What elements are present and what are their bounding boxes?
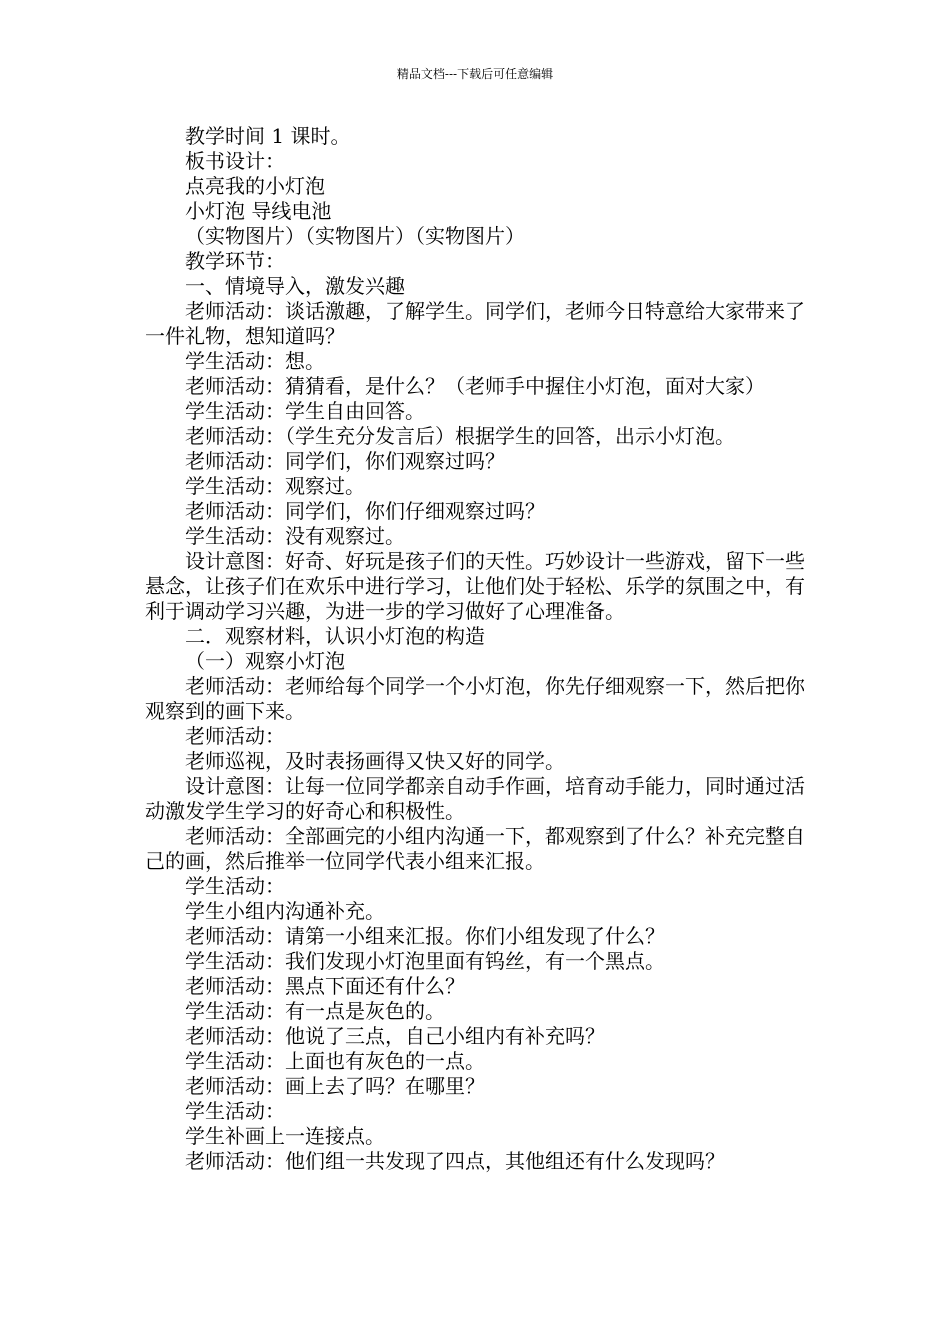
paragraph: 老师活动：他说了三点，自己小组内有补充吗？: [185, 1024, 605, 1048]
paragraph: 老师活动：猜猜看，是什么？（老师手中握住小灯泡，面对大家）: [185, 374, 765, 398]
paragraph: 教学时间 1 课时。: [185, 124, 351, 148]
paragraph: 设计意图：让每一位同学都亲自动手作画，培育动手能力，同时通过活动激发学生学习的好奇心和积极性。: [145, 774, 805, 823]
paragraph: 小灯泡 导线电池: [185, 199, 332, 223]
paragraph: 板书设计：: [185, 149, 285, 173]
paragraph: 学生活动：想。: [185, 349, 325, 373]
paragraph: 老师活动：（学生充分发言后）根据学生的回答，出示小灯泡。: [185, 424, 735, 448]
paragraph: 学生补画上一连接点。: [185, 1124, 385, 1148]
paragraph: 学生活动：观察过。: [185, 474, 365, 498]
paragraph: 学生活动：我们发现小灯泡里面有钨丝，有一个黑点。: [185, 949, 665, 973]
paragraph: 老师活动：全部画完的小组内沟通一下，都观察到了什么？补充完整自己的画，然后推举一位同学代表小组来汇报。: [145, 824, 805, 873]
paragraph: （实物图片）（实物图片）（实物图片）: [185, 224, 525, 248]
paragraph: 老师活动：画上去了吗？在哪里？: [185, 1074, 485, 1098]
paragraph: 老师活动：他们组一共发现了四点，其他组还有什么发现吗？: [185, 1149, 725, 1173]
paragraph: 老师巡视，及时表扬画得又快又好的同学。: [185, 749, 565, 773]
paragraph: 老师活动：同学们，你们观察过吗？: [185, 449, 505, 473]
paragraph: 老师活动：: [185, 724, 285, 748]
paragraph: 学生活动：学生自由回答。: [185, 399, 425, 423]
paragraph: 学生活动：: [185, 874, 285, 898]
paragraph: 学生活动：: [185, 1099, 285, 1123]
paragraph: 老师活动：谈话激趣，了解学生。同学们，老师今日特意给大家带来了一件礼物，想知道吗？: [145, 299, 805, 348]
paragraph: 老师活动：老师给每个同学一个小灯泡，你先仔细观察一下，然后把你观察到的画下来。: [145, 674, 805, 723]
paragraph: 学生活动：上面也有灰色的一点。: [185, 1049, 485, 1073]
paragraph: 老师活动：黑点下面还有什么？: [185, 974, 465, 998]
subsection-heading: （一）观察小灯泡: [185, 649, 345, 673]
paragraph: 学生活动：没有观察过。: [185, 524, 405, 548]
paragraph: 设计意图：好奇、好玩是孩子们的天性。巧妙设计一些游戏，留下一些悬念，让孩子们在欢乐中进行学习，让他们处于轻松、乐学的氛围之中，有利于调动学习兴趣，为进一步的学习做好了心理准备。: [145, 549, 805, 623]
paragraph: 学生活动：有一点是灰色的。: [185, 999, 445, 1023]
paragraph: 学生小组内沟通补充。: [185, 899, 385, 923]
document-body: [145, 124, 817, 1174]
section-heading: 一、情境导入，激发兴趣: [185, 274, 405, 298]
section-heading: 二．观察材料，认识小灯泡的构造: [185, 624, 485, 648]
paragraph: 教学环节：: [185, 249, 285, 273]
paragraph: 点亮我的小灯泡: [185, 174, 325, 198]
page-header: 精品文档---下载后可任意编辑: [396, 67, 554, 81]
paragraph: 老师活动：同学们，你们仔细观察过吗？: [185, 499, 545, 523]
paragraph: 老师活动：请第一小组来汇报。你们小组发现了什么？: [185, 924, 665, 948]
